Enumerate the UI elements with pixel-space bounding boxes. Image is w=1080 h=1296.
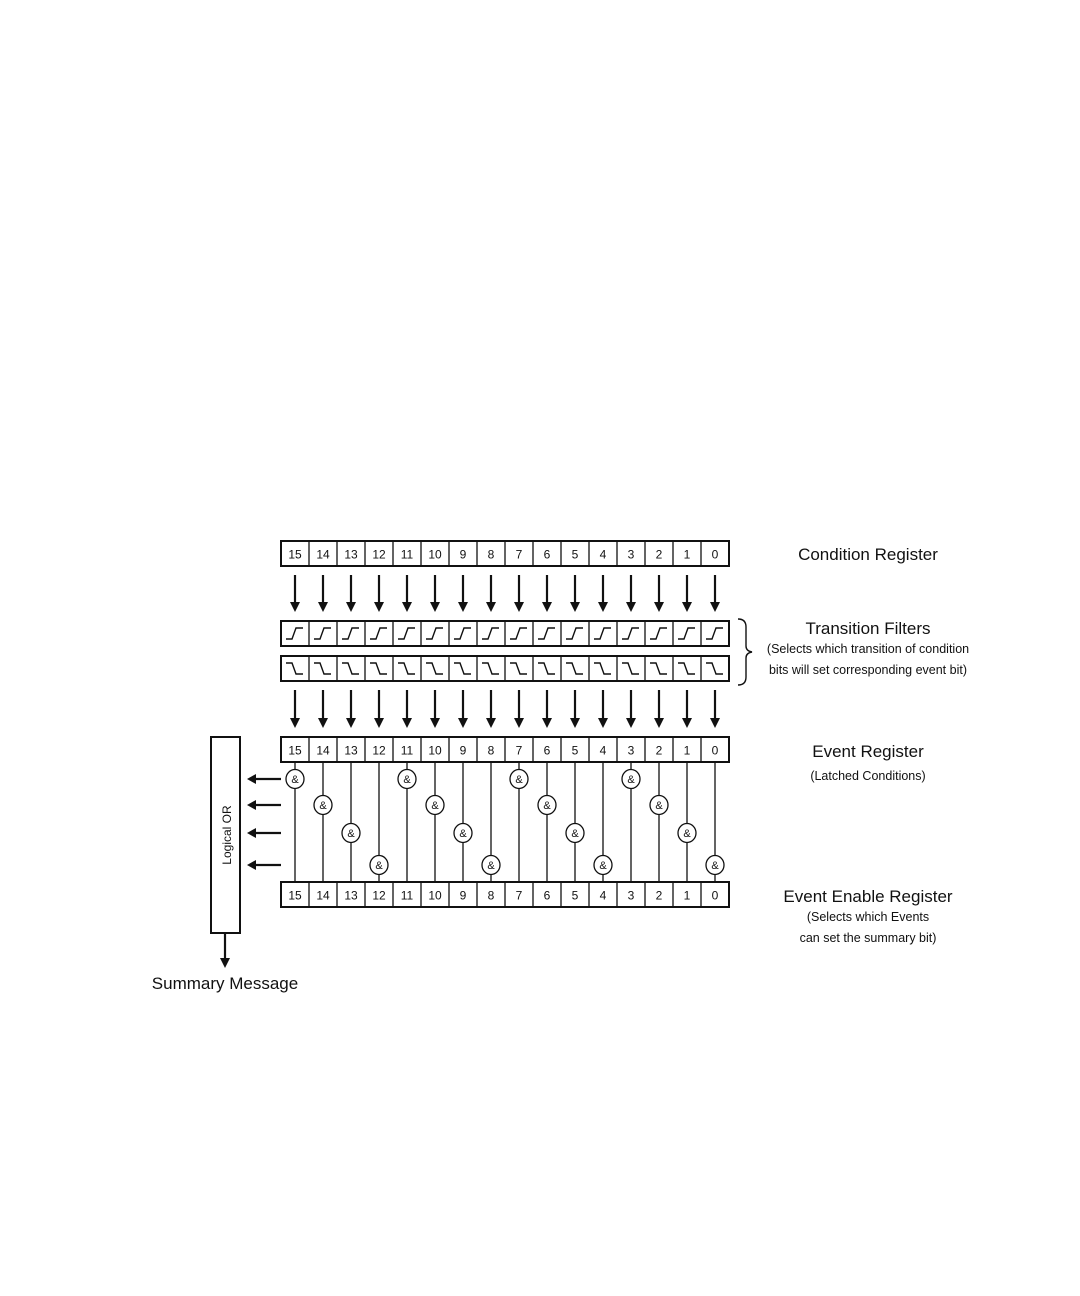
arrow-condition-12-head	[374, 602, 384, 612]
arrow-event-6-head	[542, 718, 552, 728]
enable-bit-14: 14	[316, 888, 330, 903]
falling-edge-icon-0	[706, 663, 723, 674]
event-bit-12: 12	[372, 743, 386, 758]
event-bit-9: 9	[459, 743, 467, 758]
event-bit-0: 0	[711, 743, 719, 758]
rising-edge-icon-6	[538, 628, 555, 639]
condition-bit-9: 9	[459, 547, 467, 562]
event-bit-13: 13	[344, 743, 358, 758]
positive-transition-filter-row	[281, 621, 729, 646]
enable-bit-11: 11	[400, 888, 414, 903]
enable-bit-8: 8	[487, 888, 495, 903]
condition-register-row	[281, 541, 729, 566]
event-bit-15: 15	[288, 743, 302, 758]
arrow-condition-8-head	[486, 602, 496, 612]
arrow-event-9-head	[458, 718, 468, 728]
or-input-arrowhead-3	[247, 860, 256, 870]
or-input-arrowhead-2	[247, 828, 256, 838]
logical-or-block	[211, 737, 281, 968]
rising-edge-icon-5	[566, 628, 583, 639]
arrow-condition-11-head	[402, 602, 412, 612]
rising-edge-icon-3	[622, 628, 639, 639]
event-enable-register-title: Event Enable Register	[783, 887, 953, 906]
arrow-condition-0-head	[710, 602, 720, 612]
transition-filters-note-line1: (Selects which transition of condition	[766, 642, 970, 656]
and-gate-symbol-12: &	[375, 860, 383, 872]
enable-bit-1: 1	[683, 888, 691, 903]
summary-message-label: Summary Message	[151, 974, 299, 993]
falling-edge-icon-13	[342, 663, 359, 674]
or-input-arrowhead-0	[247, 774, 256, 784]
arrow-event-10-head	[430, 718, 440, 728]
event-bit-5: 5	[571, 743, 579, 758]
arrow-condition-2-head	[654, 602, 664, 612]
event-bit-4: 4	[599, 743, 607, 758]
and-gate-symbol-9: &	[459, 828, 467, 840]
condition-register-title: Condition Register	[798, 545, 938, 564]
and-gate-symbol-15: &	[291, 774, 299, 786]
event-bit-7: 7	[515, 743, 523, 758]
rising-edge-icon-1	[678, 628, 695, 639]
falling-edge-icon-15	[286, 663, 303, 674]
arrow-event-14-head	[318, 718, 328, 728]
arrow-condition-7-head	[514, 602, 524, 612]
filter-to-event-arrows	[290, 690, 720, 728]
condition-bit-11: 11	[400, 547, 414, 562]
logical-or-label: Logical OR	[220, 805, 234, 865]
enable-bit-10: 10	[428, 888, 442, 903]
arrow-event-12-head	[374, 718, 384, 728]
condition-bit-1: 1	[683, 547, 691, 562]
enable-bit-3: 3	[627, 888, 635, 903]
and-gate-symbol-4: &	[599, 860, 607, 872]
falling-edge-icon-10	[426, 663, 443, 674]
arrow-condition-9-head	[458, 602, 468, 612]
condition-bit-10: 10	[428, 547, 442, 562]
enable-bit-12: 12	[372, 888, 386, 903]
condition-bit-6: 6	[543, 547, 551, 562]
and-gate-symbol-13: &	[347, 828, 355, 840]
rising-edge-icon-0	[706, 628, 723, 639]
rising-edge-icon-15	[286, 628, 303, 639]
arrow-condition-1-head	[682, 602, 692, 612]
arrow-condition-4-head	[598, 602, 608, 612]
event-bit-2: 2	[655, 743, 663, 758]
falling-edge-icon-11	[398, 663, 415, 674]
event-bit-10: 10	[428, 743, 442, 758]
condition-bit-7: 7	[515, 547, 523, 562]
enable-bit-7: 7	[515, 888, 523, 903]
and-gate-symbol-10: &	[431, 800, 439, 812]
event-enable-register-row	[281, 882, 729, 907]
and-gate-symbol-2: &	[655, 800, 663, 812]
and-gate-symbol-0: &	[711, 860, 719, 872]
or-input-arrowhead-1	[247, 800, 256, 810]
enable-bit-9: 9	[459, 888, 467, 903]
arrow-event-15-head	[290, 718, 300, 728]
arrow-condition-6-head	[542, 602, 552, 612]
falling-edge-icon-9	[454, 663, 471, 674]
arrow-event-5-head	[570, 718, 580, 728]
and-gate-symbol-1: &	[683, 828, 691, 840]
condition-bit-2: 2	[655, 547, 663, 562]
falling-edge-icon-4	[594, 663, 611, 674]
condition-bit-8: 8	[487, 547, 495, 562]
connection-lines	[295, 762, 715, 882]
and-gate-symbol-6: &	[543, 800, 551, 812]
rising-edge-icon-13	[342, 628, 359, 639]
falling-edge-icon-14	[314, 663, 331, 674]
and-gate-symbol-5: &	[571, 828, 579, 840]
enable-bit-15: 15	[288, 888, 302, 903]
condition-bit-5: 5	[571, 547, 579, 562]
arrow-condition-5-head	[570, 602, 580, 612]
and-gate-symbol-8: &	[487, 860, 495, 872]
negative-transition-filter-row	[281, 656, 729, 681]
rising-edge-icon-9	[454, 628, 471, 639]
condition-bit-14: 14	[316, 547, 330, 562]
falling-edge-icon-1	[678, 663, 695, 674]
condition-to-filter-arrows	[290, 575, 720, 612]
event-register-row	[281, 737, 729, 762]
arrow-event-13-head	[346, 718, 356, 728]
arrow-event-4-head	[598, 718, 608, 728]
and-gate-symbol-7: &	[515, 774, 523, 786]
event-bit-3: 3	[627, 743, 635, 758]
arrow-event-2-head	[654, 718, 664, 728]
event-bit-6: 6	[543, 743, 551, 758]
falling-edge-icon-7	[510, 663, 527, 674]
summary-arrow-head	[220, 958, 230, 968]
event-bit-14: 14	[316, 743, 330, 758]
enable-bit-0: 0	[711, 888, 719, 903]
arrow-event-7-head	[514, 718, 524, 728]
rising-edge-icon-2	[650, 628, 667, 639]
event-register-note: (Latched Conditions)	[810, 769, 926, 783]
falling-edge-icon-3	[622, 663, 639, 674]
enable-bit-5: 5	[571, 888, 579, 903]
rising-edge-icon-10	[426, 628, 443, 639]
and-gate-symbol-3: &	[627, 774, 635, 786]
arrow-event-3-head	[626, 718, 636, 728]
transition-filters-title: Transition Filters	[805, 619, 931, 638]
event-register-title: Event Register	[812, 742, 924, 761]
rising-edge-icon-8	[482, 628, 499, 639]
rising-edge-icon-11	[398, 628, 415, 639]
event-bit-1: 1	[683, 743, 691, 758]
arrow-condition-3-head	[626, 602, 636, 612]
arrow-condition-15-head	[290, 602, 300, 612]
arrow-event-8-head	[486, 718, 496, 728]
arrow-condition-14-head	[318, 602, 328, 612]
arrow-condition-10-head	[430, 602, 440, 612]
event-bit-8: 8	[487, 743, 495, 758]
and-gate-symbol-11: &	[403, 774, 411, 786]
event-enable-register-note-line1: (Selects which Events	[806, 910, 930, 924]
enable-bit-4: 4	[599, 888, 607, 903]
rising-edge-icon-14	[314, 628, 331, 639]
event-bit-11: 11	[400, 743, 414, 758]
event-enable-register-note-line2: can set the summary bit)	[799, 931, 937, 945]
enable-bit-6: 6	[543, 888, 551, 903]
and-gates	[286, 770, 724, 875]
arrow-event-11-head	[402, 718, 412, 728]
falling-edge-icon-12	[370, 663, 387, 674]
condition-bit-13: 13	[344, 547, 358, 562]
condition-bit-12: 12	[372, 547, 386, 562]
condition-bit-3: 3	[627, 547, 635, 562]
arrow-event-1-head	[682, 718, 692, 728]
and-gate-symbol-14: &	[319, 800, 327, 812]
arrow-condition-13-head	[346, 602, 356, 612]
condition-bit-4: 4	[599, 547, 607, 562]
condition-bit-15: 15	[288, 547, 302, 562]
enable-bit-13: 13	[344, 888, 358, 903]
condition-bit-0: 0	[711, 547, 719, 562]
enable-bit-2: 2	[655, 888, 663, 903]
arrow-event-0-head	[710, 718, 720, 728]
transition-filters-brace	[738, 619, 752, 685]
transition-filters-note-line2: bits will set corresponding event bit)	[768, 663, 968, 677]
falling-edge-icon-8	[482, 663, 499, 674]
falling-edge-icon-5	[566, 663, 583, 674]
rising-edge-icon-7	[510, 628, 527, 639]
rising-edge-icon-4	[594, 628, 611, 639]
falling-edge-icon-2	[650, 663, 667, 674]
falling-edge-icon-6	[538, 663, 555, 674]
rising-edge-icon-12	[370, 628, 387, 639]
